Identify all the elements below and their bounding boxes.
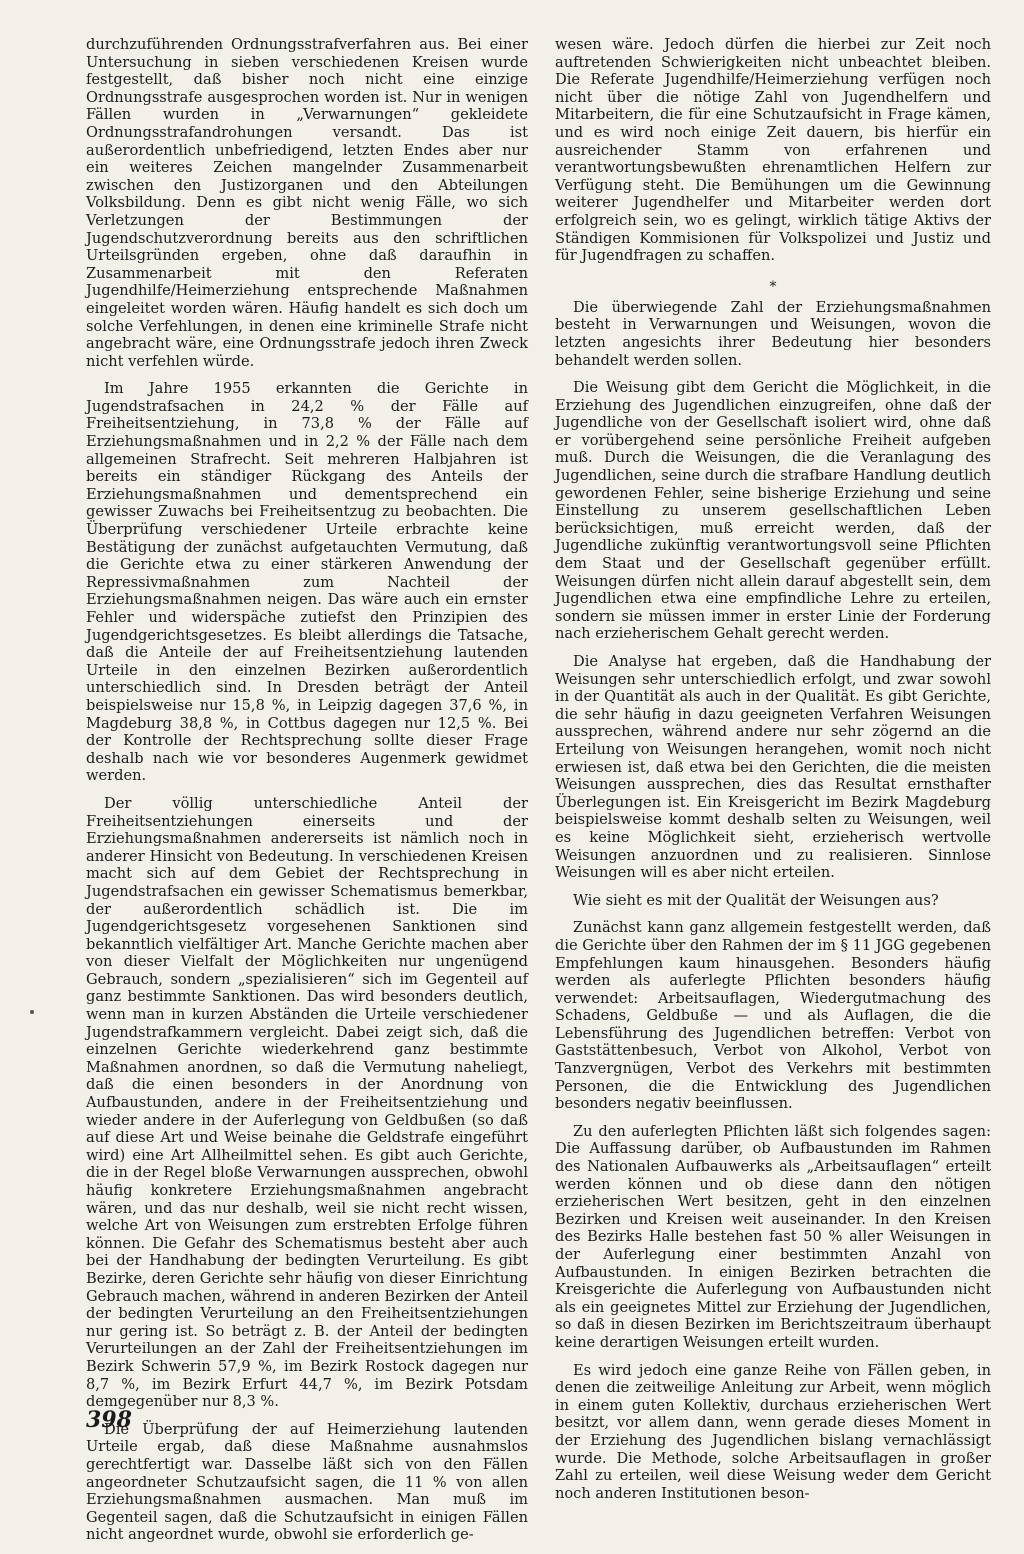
print-speck [30,1010,34,1014]
paragraph: Der völlig unterschiedliche Anteil der Freiheitsentziehungen einerseits und der Erziehungsmaßnahmen andererseits ist nämlich noch in anderer Hinsicht von Bedeutung. In verschiedenen Kreisen macht sich auf dem Gebiet der Rechtsprechung in Jugendstrafsachen ein gewisser Schematismus bemerkbar, der außerordentlich schädlich ist. Die im Jugendgerichtsgesetz vorgesehenen Sanktionen sind bekanntlich vielfältiger Art. Manche Gerichte machen aber von dieser Vielfalt der Möglichkeiten nur ungenügend Gebrauch, sondern „spezialisieren“ sich im Gegenteil auf ganz bestimmte Sanktionen. Das wird besonders deutlich, wenn man in kurzen Abständen die Urteile verschiedener Jugendstrafkammern vergleicht. Dabei zeigt sich, daß die einzelnen Gerichte wiederkehrend ganz bestimmte Maßnahmen anordnen, so daß die Vermutung naheliegt, daß die einen besonders in der Anordnung von Aufbaustunden, andere in der Freiheitsentziehung und wieder andere in der Auferlegung von Geldbußen (so daß auf diese Art und Weise beinahe die Geldstrafe eingeführt wird) eine Art Allheilmittel sehen. Es gibt auch Gerichte, die in der Regel bloße Verwarnungen aussprechen, obwohl häufig konkretere Erziehungsmaßnahmen angebracht wären, und das nur deshalb, weil sie nicht recht wissen, welche Art von Weisungen zum erstrebten Erfolge führen können. Die Gefahr des Schematismus besteht aber auch bei der Handhabung der bedingten Verurteilung. Es gibt Bezirke, deren Gerichte sehr häufig von dieser Einrichtung Gebrauch machen, während in anderen Bezirken der Anteil der bedingten Verurteilung an den Freiheitsentziehungen nur gering ist. So beträgt z. B. der Anteil der bedingten Verurteilungen an der Zahl der Freiheitsentziehungen im Bezirk Schwerin 57,9 %, im Bezirk Rostock dagegen nur 8,7 %, im Bezirk Erfurt 44,7 %, im Bezirk Potsdam demgegenüber nur 8,3 %. [86,794,528,1411]
paragraph: Die Weisung gibt dem Gericht die Möglichkeit, in die Erziehung des Jugendlichen einzugreifen, ohne daß der Jugendliche von der Gesellschaft isoliert wird, ohne daß er vorübergehend seine persönliche Freiheit aufgeben muß. Durch die Weisungen, die die Veranlagung des Jugendlichen, seine durch die strafbare Handlung deutlich gewordenen Fehler, seine bisherige Erziehung und seine Einstellung zu unserem gesellschaftlichen Leben berücksichtigen, muß erreicht werden, daß der Jugendliche zukünftig verantwortungsvoll seine Pflichten dem Staat und der Gesellschaft gegenüber erfüllt. Weisungen dürfen nicht allein darauf abgestellt sein, dem Jugendlichen etwa eine empfindliche Lehre zu erteilen, sondern sie müssen immer in erster Linie der Forderung nach erzieherischem Gehalt gerecht werden. [555,379,991,643]
paragraph: Die überwiegende Zahl der Erziehungsmaßnahmen besteht in Verwarnungen und Weisungen, wovon die letzten angesichts ihrer Bedeutung hier besonders behandelt werden sollen. [555,298,991,369]
paragraph: Im Jahre 1955 erkannten die Gerichte in Jugendstrafsachen in 24,2 % der Fälle auf Freiheitsentziehung, in 73,8 % der Fälle auf Erziehungsmaßnahmen und in 2,2 % der Fälle nach dem allgemeinen Strafrecht. Seit mehreren Halbjahren ist bereits ein ständiger Rückgang des Anteils der Erziehungsmaßnahmen und dementsprechend ein gewisser Zuwachs bei Freiheitsentzug zu beobachten. Die Überprüfung verschiedener Urteile erbrachte keine Bestätigung der zunächst aufgetauchten Vermutung, daß die Gerichte etwa zu einer stärkeren Anwendung der Repressivmaßnahmen zum Nachteil der Erziehungsmaßnahmen neigen. Das wäre auch ein ernster Fehler und widerspäche zutiefst den Prinzipien des Jugendgerichtsgesetzes. Es bleibt allerdings die Tatsache, daß die Anteile der auf Freiheitsentziehung lautenden Urteile in den einzelnen Bezirken außerordentlich unterschiedlich sind. In Dresden beträgt der Anteil beispielsweise nur 15,8 %, in Leipzig dagegen 37,6 %, in Magdeburg 38,8 %, in Cottbus dagegen nur 12,5 %. Bei der Kontrolle der Rechtsprechung sollte dieser Frage deshalb nach wie vor besonderes Augenmerk gewidmet werden. [86,380,528,785]
paragraph: Zunächst kann ganz allgemein festgestellt werden, daß die Gerichte über den Rahmen der im § 11 JGG gegebenen Empfehlungen kaum hinausgehen. Besonders häufig werden als auferlegte Pflichten besonders häufig verwendet: Arbeitsauflagen, Wiedergutmachung des Schadens, Geldbuße — und als Auflagen, die die Lebensführung des Jugendlichen betreffen: Verbot von Gaststättenbesuch, Verbot von Alkohol, Verbot von Tanzvergnügen, Verbot des Verkehrs mit bestimmten Personen, die die Entwicklung des Jugendlichen besonders negativ beeinflussen. [555,919,991,1113]
paragraph: durchzuführenden Ordnungsstrafverfahren aus. Bei einer Untersuchung in sieben verschiedenen Kreisen wurde festgestellt, daß bisher noch nicht eine einzige Ordnungsstrafe ausgesprochen worden ist. Nur in wenigen Fällen wurden in „Verwarnungen“ gekleidete Ordnungsstrafandrohungen versandt. Das ist außerordentlich unbefriedigend, letzten Endes aber nur ein weiteres Zeichen mangelnder Zusammenarbeit zwischen den Justizorganen und den Abteilungen Volksbildung. Denn es gibt nicht wenig Fälle, wo sich Verletzungen der Bestimmungen der Jugendschutzverordnung bereits aus den schriftlichen Urteilsgründen ergeben, ohne daß daraufhin in Zusammenarbeit mit den Referaten Jugendhilfe/Heimerziehung entsprechende Maßnahmen eingeleitet worden wären. Häufig handelt es sich doch um solche Verfehlungen, in denen eine kriminelle Strafe nicht angebracht wäre, eine Ordnungsstrafe jedoch ihren Zweck nicht verfehlen würde. [86,36,528,370]
paragraph: wesen wäre. Jedoch dürfen die hierbei zur Zeit noch auftretenden Schwierigkeiten nicht unbeachtet bleiben. Die Referate Jugendhilfe/Heimerziehung verfügen noch nicht über die nötige Zahl von Jugendhelfern und Mitarbeitern, die für eine Schutzaufsicht in Frage kämen, und es wird noch einige Zeit dauern, bis hierfür ein ausreichender Stamm von erfahrenen und verantwortungsbewußten ehrenamtlichen Helfern zur Verfügung steht. Die Bemühungen um die Gewinnung weiterer Jugendhelfer und Mitarbeiter werden dort erfolgreich sein, wo es gelingt, wirklich tätige Aktivs der Ständigen Kommisionen für Volkspolizei und Justiz und für Jugendfragen zu schaffen. [555,36,991,265]
right-column [555,36,991,1512]
paragraph: Die Überprüfung der auf Heimerziehung lautenden Urteile ergab, daß diese Maßnahme ausnahmslos gerechtfertigt war. Dasselbe läßt sich von den Fällen angeordneter Schutzaufsicht sagen, die 11 % von allen Erziehungsmaßnahmen ausmachen. Man muß im Gegenteil sagen, daß die Schutzaufsicht in einigen Fällen nicht angeordnet wurde, obwohl sie erforderlich ge- [86,1420,528,1544]
paragraph: Es wird jedoch eine ganze Reihe von Fällen geben, in denen die zeitweilige Anleitung zur Arbeit, wenn möglich in einem guten Kollektiv, durchaus erzieherischen Wert besitzt, vor allem dann, wenn gerade dieses Moment in der Erziehung des Jugendlichen bislang vernachlässigt wurde. Die Methode, solche Arbeitsauflagen in großer Zahl zu erteilen, weil diese Weisung weder dem Gericht noch anderen Institutionen beson- [555,1361,991,1502]
paragraph: Zu den auferlegten Pflichten läßt sich folgendes sagen: Die Auffassung darüber, ob Aufbaustunden im Rahmen des Nationalen Aufbauwerks als „Arbeitsauflagen“ erteilt werden können und ob diese dann den nötigen erzieherischen Wert besitzen, geht in den einzelnen Bezirken und Kreisen weit auseinander. In den Kreisen des Bezirks Halle bestehen fast 50 % aller Weisungen in der Auferlegung einer bestimmten Anzahl von Aufbaustunden. In einigen Bezirken betrachten die Kreisgerichte die Auferlegung von Aufbaustunden nicht als ein geeignetes Mittel zur Erziehung der Jugendlichen, so daß in diesen Bezirken im Berichtszeitraum überhaupt keine derartigen Weisungen erteilt wurden. [555,1122,991,1351]
section-divider: * [769,278,777,295]
paragraph: Die Analyse hat ergeben, daß die Handhabung der Weisungen sehr unterschiedlich erfolgt, und zwar sowohl in der Quantität als auch in der Qualität. Es gibt Gerichte, die sehr häufig in dazu geeigneten Verfahren Weisungen aussprechen, während andere nur sehr zögernd an die Erteilung von Weisungen herangehen, womit noch nicht erwiesen ist, daß etwa bei den Gerichten, die die meisten Weisungen aussprechen, dies das Resultat ernsthafter Überlegungen ist. Ein Kreisgericht im Bezirk Magdeburg beispielsweise kommt deshalb selten zu Weisungen, weil es keine Möglichkeit sieht, erzieherisch wertvolle Weisungen anzuordnen und zu realisieren. Sinnlose Weisungen will es aber nicht erteilen. [555,653,991,882]
page-number: 398 [86,1407,132,1433]
left-column [86,36,528,1554]
question-line: Wie sieht es mit der Qualität der Weisungen aus? [573,891,939,909]
